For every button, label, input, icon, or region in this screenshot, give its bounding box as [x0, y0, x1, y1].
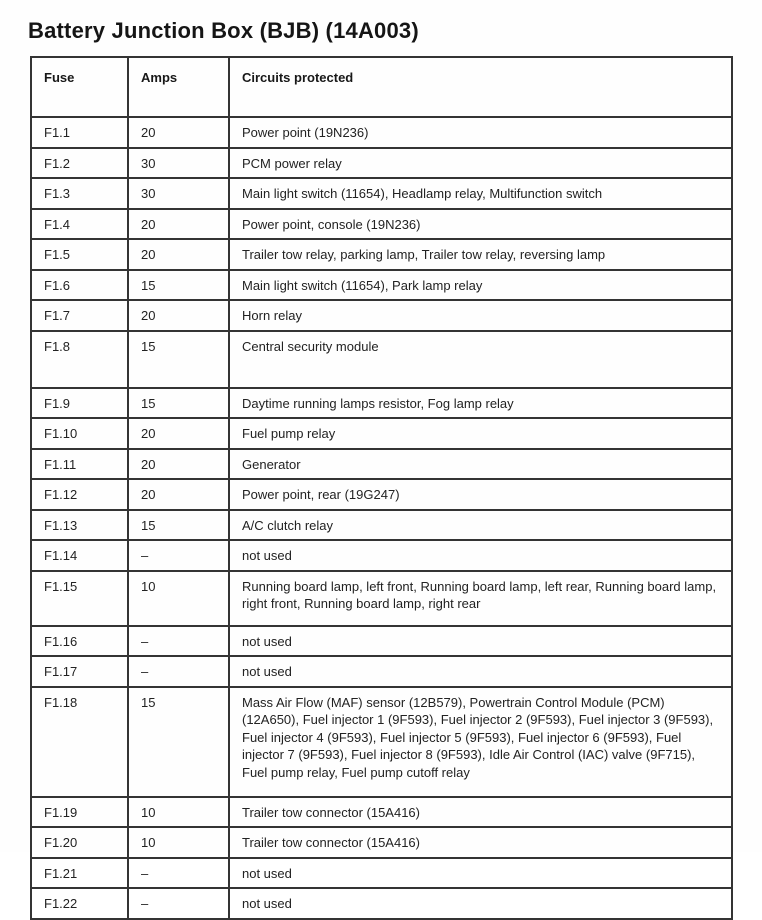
- header-row: [31, 57, 732, 117]
- circuits-cell: not used: [229, 540, 732, 571]
- fuse-cell: F1.2: [31, 148, 128, 179]
- fuse-table: [30, 56, 733, 920]
- fuse-cell: F1.14: [31, 540, 128, 571]
- circuits-cell: Mass Air Flow (MAF) sensor (12B579), Powertrain Control Module (PCM) (12A650), Fuel injector 1 (9F593), Fuel injector 2 (9F593), Fuel injector 3 (9F593), Fuel injector 4 (9F593), Fuel injector 5 (9F593), Fuel injector 6 (9F593), Fuel injector 7 (9F593), Fuel injector 8 (9F593), Idle Air Control (IAC) valve (9F715), Fuel pump relay, Fuel pump cutoff relay: [229, 687, 732, 797]
- header-circuits-protected: Circuits protected: [229, 57, 732, 117]
- circuits-cell: A/C clutch relay: [229, 510, 732, 541]
- table-row: [31, 656, 732, 687]
- circuits-cell: Running board lamp, left front, Running board lamp, left rear, Running board lamp, right front, Running board lamp, right rear: [229, 571, 732, 626]
- table-row: [31, 148, 732, 179]
- circuits-cell: not used: [229, 858, 732, 889]
- header-fuse: Fuse: [31, 57, 128, 117]
- amps-cell: 10: [128, 797, 229, 828]
- table-row: [31, 239, 732, 270]
- fuse-cell: F1.16: [31, 626, 128, 657]
- fuse-cell: F1.9: [31, 388, 128, 419]
- amps-cell: –: [128, 656, 229, 687]
- circuits-cell: Trailer tow connector (15A416): [229, 827, 732, 858]
- circuits-cell: Trailer tow connector (15A416): [229, 797, 732, 828]
- amps-cell: 30: [128, 178, 229, 209]
- amps-cell: 10: [128, 827, 229, 858]
- fuse-cell: F1.6: [31, 270, 128, 301]
- table-row: [31, 797, 732, 828]
- fuse-cell: F1.21: [31, 858, 128, 889]
- header-amps: Amps: [128, 57, 229, 117]
- table-row: [31, 888, 732, 919]
- circuits-cell: Trailer tow relay, parking lamp, Trailer tow relay, reversing lamp: [229, 239, 732, 270]
- table-row: [31, 209, 732, 240]
- page-title: Battery Junction Box (BJB) (14A003): [28, 18, 419, 43]
- amps-cell: 15: [128, 331, 229, 388]
- fuse-cell: F1.19: [31, 797, 128, 828]
- table-row: [31, 626, 732, 657]
- table-row: [31, 117, 732, 148]
- table-row: [31, 300, 732, 331]
- circuits-cell: Fuel pump relay: [229, 418, 732, 449]
- fuse-cell: F1.10: [31, 418, 128, 449]
- amps-cell: 20: [128, 479, 229, 510]
- circuits-cell: Main light switch (11654), Park lamp relay: [229, 270, 732, 301]
- table-row: [31, 449, 732, 480]
- amps-cell: 20: [128, 449, 229, 480]
- table-row: [31, 540, 732, 571]
- table-row: [31, 510, 732, 541]
- circuits-cell: not used: [229, 656, 732, 687]
- table-row: [31, 827, 732, 858]
- fuse-cell: F1.7: [31, 300, 128, 331]
- circuits-cell: Generator: [229, 449, 732, 480]
- table-row: [31, 331, 732, 388]
- fuse-cell: F1.1: [31, 117, 128, 148]
- fuse-table-body: [31, 117, 732, 919]
- amps-cell: 30: [128, 148, 229, 179]
- amps-cell: 20: [128, 239, 229, 270]
- fuse-table-header: [31, 57, 732, 117]
- fuse-cell: F1.5: [31, 239, 128, 270]
- amps-cell: –: [128, 858, 229, 889]
- fuse-cell: F1.13: [31, 510, 128, 541]
- fuse-cell: F1.18: [31, 687, 128, 797]
- amps-cell: 15: [128, 270, 229, 301]
- circuits-cell: Horn relay: [229, 300, 732, 331]
- amps-cell: –: [128, 540, 229, 571]
- amps-cell: 15: [128, 510, 229, 541]
- circuits-cell: Power point (19N236): [229, 117, 732, 148]
- table-row: [31, 571, 732, 626]
- amps-cell: –: [128, 888, 229, 919]
- amps-cell: 20: [128, 209, 229, 240]
- fuse-cell: F1.15: [31, 571, 128, 626]
- fuse-cell: F1.8: [31, 331, 128, 388]
- fuse-cell: F1.11: [31, 449, 128, 480]
- fuse-cell: F1.12: [31, 479, 128, 510]
- circuits-cell: PCM power relay: [229, 148, 732, 179]
- table-row: [31, 388, 732, 419]
- table-row: [31, 418, 732, 449]
- circuits-cell: Main light switch (11654), Headlamp relay, Multifunction switch: [229, 178, 732, 209]
- fuse-cell: F1.22: [31, 888, 128, 919]
- table-row: [31, 687, 732, 797]
- amps-cell: 10: [128, 571, 229, 626]
- fuse-cell: F1.17: [31, 656, 128, 687]
- amps-cell: 20: [128, 300, 229, 331]
- circuits-cell: not used: [229, 888, 732, 919]
- fuse-cell: F1.3: [31, 178, 128, 209]
- amps-cell: 15: [128, 687, 229, 797]
- amps-cell: 20: [128, 117, 229, 148]
- circuits-cell: Power point, console (19N236): [229, 209, 732, 240]
- amps-cell: –: [128, 626, 229, 657]
- circuits-cell: not used: [229, 626, 732, 657]
- table-row: [31, 479, 732, 510]
- circuits-cell: Daytime running lamps resistor, Fog lamp relay: [229, 388, 732, 419]
- table-row: [31, 178, 732, 209]
- table-row: [31, 858, 732, 889]
- circuits-cell: Power point, rear (19G247): [229, 479, 732, 510]
- fuse-cell: F1.4: [31, 209, 128, 240]
- fuse-cell: F1.20: [31, 827, 128, 858]
- amps-cell: 20: [128, 418, 229, 449]
- circuits-cell: Central security module: [229, 331, 732, 388]
- table-row: [31, 270, 732, 301]
- amps-cell: 15: [128, 388, 229, 419]
